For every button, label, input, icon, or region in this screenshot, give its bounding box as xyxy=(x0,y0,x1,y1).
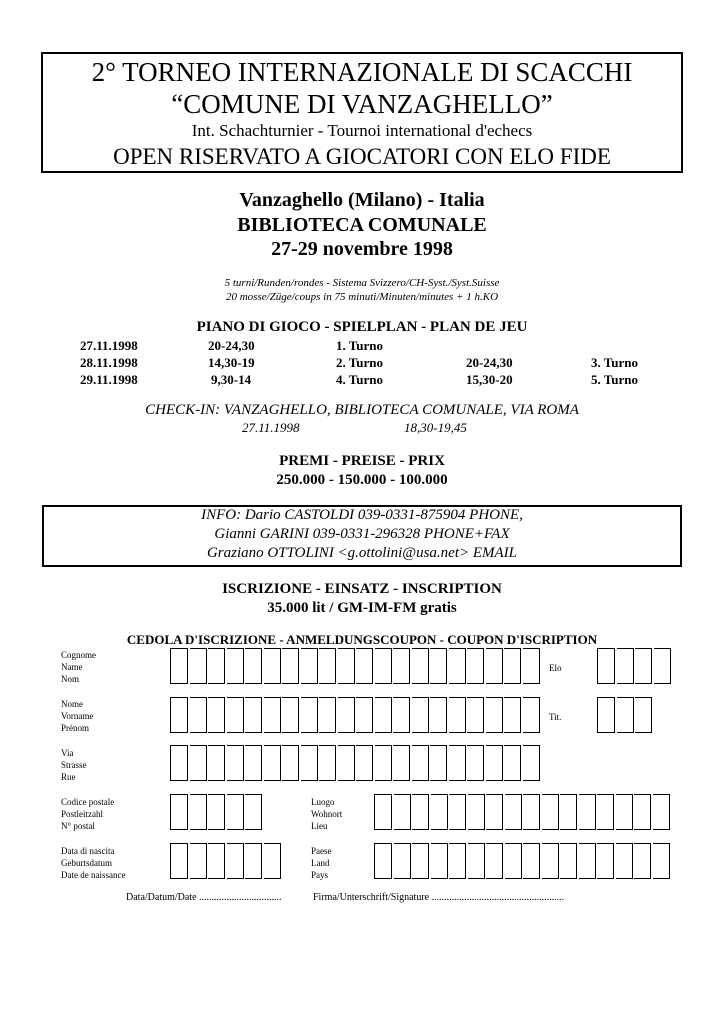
schedule-round: 2. Turno xyxy=(336,355,383,370)
venue-place: Vanzaghello (Milano) - Italia xyxy=(239,189,485,211)
letter-box[interactable] xyxy=(449,648,466,684)
letter-box[interactable] xyxy=(338,745,355,781)
letter-box[interactable] xyxy=(227,648,244,684)
letter-box[interactable] xyxy=(504,697,521,733)
letter-box[interactable] xyxy=(449,745,466,781)
letter-box[interactable] xyxy=(412,648,429,684)
letter-box[interactable] xyxy=(654,648,671,684)
letter-box[interactable] xyxy=(245,843,262,879)
schedule-date: 27.11.1998 xyxy=(80,338,138,353)
letter-box[interactable] xyxy=(245,648,262,684)
schedule-round: 4. Turno xyxy=(336,372,383,387)
schedule-title: PIANO DI GIOCO - SPIELPLAN - PLAN DE JEU xyxy=(196,319,528,335)
schedule-round: 1. Turno xyxy=(336,338,383,353)
letter-box[interactable] xyxy=(319,697,336,733)
firstname-field[interactable] xyxy=(170,697,541,733)
letter-box[interactable] xyxy=(338,697,355,733)
letter-box[interactable] xyxy=(523,843,540,879)
letter-box[interactable] xyxy=(653,843,670,879)
letter-box[interactable] xyxy=(486,648,503,684)
letter-box[interactable] xyxy=(190,843,207,879)
letter-box[interactable] xyxy=(430,697,447,733)
letter-box[interactable] xyxy=(468,794,485,830)
letter-box[interactable] xyxy=(264,697,281,733)
entry-title: ISCRIZIONE - EINSATZ - INSCRIPTION xyxy=(222,581,502,597)
letter-box[interactable] xyxy=(227,843,244,879)
letter-box[interactable] xyxy=(542,794,559,830)
letter-box[interactable] xyxy=(467,745,484,781)
letter-box[interactable] xyxy=(319,745,336,781)
letter-box[interactable] xyxy=(245,794,262,830)
letter-box[interactable] xyxy=(634,794,651,830)
letter-box[interactable] xyxy=(393,745,410,781)
letter-box[interactable] xyxy=(560,843,577,879)
info-line-1: INFO: Dario CASTOLDI 039-0331-875904 PHONE, xyxy=(201,507,523,523)
place-label: Luogo Wohnort Lieu xyxy=(311,797,343,831)
letter-box[interactable] xyxy=(523,648,540,684)
letter-box[interactable] xyxy=(486,794,503,830)
letter-box[interactable] xyxy=(301,648,318,684)
letter-box[interactable] xyxy=(171,745,188,781)
rules-line-2: 20 mosse/Züge/coups in 75 minuti/Minuten/minutes + 1 h.KO xyxy=(225,291,499,303)
postal-label: Codice postale Postleitzahl N° postal xyxy=(61,797,115,831)
prizes-amounts: 250.000 - 150.000 - 100.000 xyxy=(276,472,448,488)
street-label: Via Strasse Rue xyxy=(61,748,87,782)
surname-label: Cognome Name Nom xyxy=(61,650,96,684)
letter-box[interactable] xyxy=(616,843,633,879)
schedule-date: 28.11.1998 xyxy=(80,355,138,370)
letter-box[interactable] xyxy=(449,697,466,733)
letter-box[interactable] xyxy=(486,745,503,781)
letter-box[interactable] xyxy=(301,745,318,781)
letter-box[interactable] xyxy=(282,745,299,781)
letter-box[interactable] xyxy=(393,697,410,733)
letter-box[interactable] xyxy=(542,843,559,879)
letter-box[interactable] xyxy=(598,648,615,684)
letter-box[interactable] xyxy=(227,697,244,733)
venue-dates: 27-29 novembre 1998 xyxy=(271,238,453,260)
letter-box[interactable] xyxy=(412,794,429,830)
letter-box[interactable] xyxy=(430,648,447,684)
letter-box[interactable] xyxy=(171,794,188,830)
letter-box[interactable] xyxy=(190,794,207,830)
rules-line-1: 5 turni/Runden/rondes - Sistema Svizzero/CH-Syst./Syst.Suisse xyxy=(224,277,500,289)
info-line-3: Graziano OTTOLINI <g.ottolini@usa.net> EMAIL xyxy=(206,545,518,561)
letter-box[interactable] xyxy=(394,794,411,830)
letter-box[interactable] xyxy=(208,745,225,781)
letter-box[interactable] xyxy=(338,648,355,684)
checkin-time: 18,30-19,45 xyxy=(404,420,467,435)
letter-box[interactable] xyxy=(301,697,318,733)
letter-box[interactable] xyxy=(617,648,634,684)
date-line[interactable]: Data/Datum/Date ................................. xyxy=(126,892,282,903)
letter-box[interactable] xyxy=(523,745,540,781)
tournament-subtitle: “COMUNE DI VANZAGHELLO” xyxy=(171,89,553,119)
letter-box[interactable] xyxy=(467,648,484,684)
letter-box[interactable] xyxy=(264,648,281,684)
letter-box[interactable] xyxy=(356,697,373,733)
prizes-title: PREMI - PREISE - PRIX xyxy=(279,453,445,469)
letter-box[interactable] xyxy=(505,843,522,879)
entry-fee: 35.000 lit / GM-IM-FM gratis xyxy=(267,600,457,616)
letter-box[interactable] xyxy=(375,745,392,781)
letter-box[interactable] xyxy=(264,843,281,879)
country-label: Paese Land Pays xyxy=(311,846,332,880)
surname-field[interactable] xyxy=(170,648,541,684)
letter-box[interactable] xyxy=(467,697,484,733)
schedule-time: 9,30-14 xyxy=(211,372,252,387)
info-line-2: Gianni GARINI 039-0331-296328 PHONE+FAX xyxy=(214,526,510,542)
letter-box[interactable] xyxy=(523,697,540,733)
place-field[interactable] xyxy=(374,794,671,830)
title-label: Tit. xyxy=(549,712,562,722)
letter-box[interactable] xyxy=(190,697,207,733)
letter-box[interactable] xyxy=(375,648,392,684)
letter-box[interactable] xyxy=(431,843,448,879)
letter-box[interactable] xyxy=(356,745,373,781)
letter-box[interactable] xyxy=(208,648,225,684)
schedule-time: 20-24,30 xyxy=(208,338,255,353)
letter-box[interactable] xyxy=(597,843,614,879)
schedule-round: 3. Turno xyxy=(591,355,638,370)
elo-field[interactable] xyxy=(597,648,672,684)
letter-box[interactable] xyxy=(394,843,411,879)
schedule-date: 29.11.1998 xyxy=(80,372,138,387)
letter-box[interactable] xyxy=(375,794,392,830)
tournament-title: 2° TORNEO INTERNAZIONALE DI SCACCHI xyxy=(91,57,633,87)
letter-box[interactable] xyxy=(171,843,188,879)
checkin-line: CHECK-IN: VANZAGHELLO, BIBLIOTECA COMUNALE, VIA ROMA xyxy=(145,402,579,418)
checkin-date: 27.11.1998 xyxy=(242,420,300,435)
schedule-time: 20-24,30 xyxy=(466,355,513,370)
letter-box[interactable] xyxy=(560,794,577,830)
letter-box[interactable] xyxy=(375,843,392,879)
letter-box[interactable] xyxy=(245,697,262,733)
postal-field[interactable] xyxy=(170,794,264,830)
letter-box[interactable] xyxy=(375,697,392,733)
letter-box[interactable] xyxy=(468,843,485,879)
letter-box[interactable] xyxy=(393,648,410,684)
birthdate-field[interactable] xyxy=(170,843,282,879)
schedule-time: 15,30-20 xyxy=(466,372,513,387)
letter-box[interactable] xyxy=(449,794,466,830)
letter-box[interactable] xyxy=(282,648,299,684)
schedule-time: 14,30-19 xyxy=(208,355,255,370)
letter-box[interactable] xyxy=(617,697,634,733)
letter-box[interactable] xyxy=(634,843,651,879)
letter-box[interactable] xyxy=(264,745,281,781)
open-line: OPEN RISERVATO A GIOCATORI CON ELO FIDE xyxy=(113,144,611,169)
coupon-title: CEDOLA D'ISCRIZIONE - ANMELDUNGSCOUPON - COUPON D'ISCRIPTION xyxy=(126,632,598,647)
letter-box[interactable] xyxy=(579,843,596,879)
letter-box[interactable] xyxy=(597,794,614,830)
schedule-round: 5. Turno xyxy=(591,372,638,387)
letter-box[interactable] xyxy=(635,697,652,733)
letter-box[interactable] xyxy=(208,843,225,879)
letter-box[interactable] xyxy=(504,745,521,781)
birthdate-label: Data di nascita Geburtsdatum Date de naissance xyxy=(61,846,126,880)
letter-box[interactable] xyxy=(412,697,429,733)
letter-box[interactable] xyxy=(449,843,466,879)
letter-box[interactable] xyxy=(635,648,652,684)
letter-box[interactable] xyxy=(190,648,207,684)
letter-box[interactable] xyxy=(227,745,244,781)
letter-box[interactable] xyxy=(505,794,522,830)
letter-box[interactable] xyxy=(523,794,540,830)
country-field[interactable] xyxy=(374,843,671,879)
letter-box[interactable] xyxy=(319,648,336,684)
street-field[interactable] xyxy=(170,745,541,781)
signature-line[interactable]: Firma/Unterschrift/Signature ..................................................... xyxy=(313,892,565,903)
letter-box[interactable] xyxy=(171,697,188,733)
letter-box[interactable] xyxy=(431,794,448,830)
letter-box[interactable] xyxy=(616,794,633,830)
multilingual-subtitle: Int. Schachturnier - Tournoi international d'echecs xyxy=(191,121,533,140)
letter-box[interactable] xyxy=(486,697,503,733)
letter-box[interactable] xyxy=(598,697,615,733)
letter-box[interactable] xyxy=(653,794,670,830)
letter-box[interactable] xyxy=(412,745,429,781)
letter-box[interactable] xyxy=(227,794,244,830)
letter-box[interactable] xyxy=(190,745,207,781)
firstname-label: Nome Vorname Prénom xyxy=(61,699,94,733)
elo-label: Elo xyxy=(549,663,562,673)
letter-box[interactable] xyxy=(208,697,225,733)
title-field[interactable] xyxy=(597,697,654,733)
letter-box[interactable] xyxy=(412,843,429,879)
letter-box[interactable] xyxy=(579,794,596,830)
letter-box[interactable] xyxy=(486,843,503,879)
letter-box[interactable] xyxy=(282,697,299,733)
letter-box[interactable] xyxy=(245,745,262,781)
venue-building: BIBLIOTECA COMUNALE xyxy=(237,214,487,236)
letter-box[interactable] xyxy=(504,648,521,684)
letter-box[interactable] xyxy=(208,794,225,830)
letter-box[interactable] xyxy=(430,745,447,781)
letter-box[interactable] xyxy=(356,648,373,684)
letter-box[interactable] xyxy=(171,648,188,684)
